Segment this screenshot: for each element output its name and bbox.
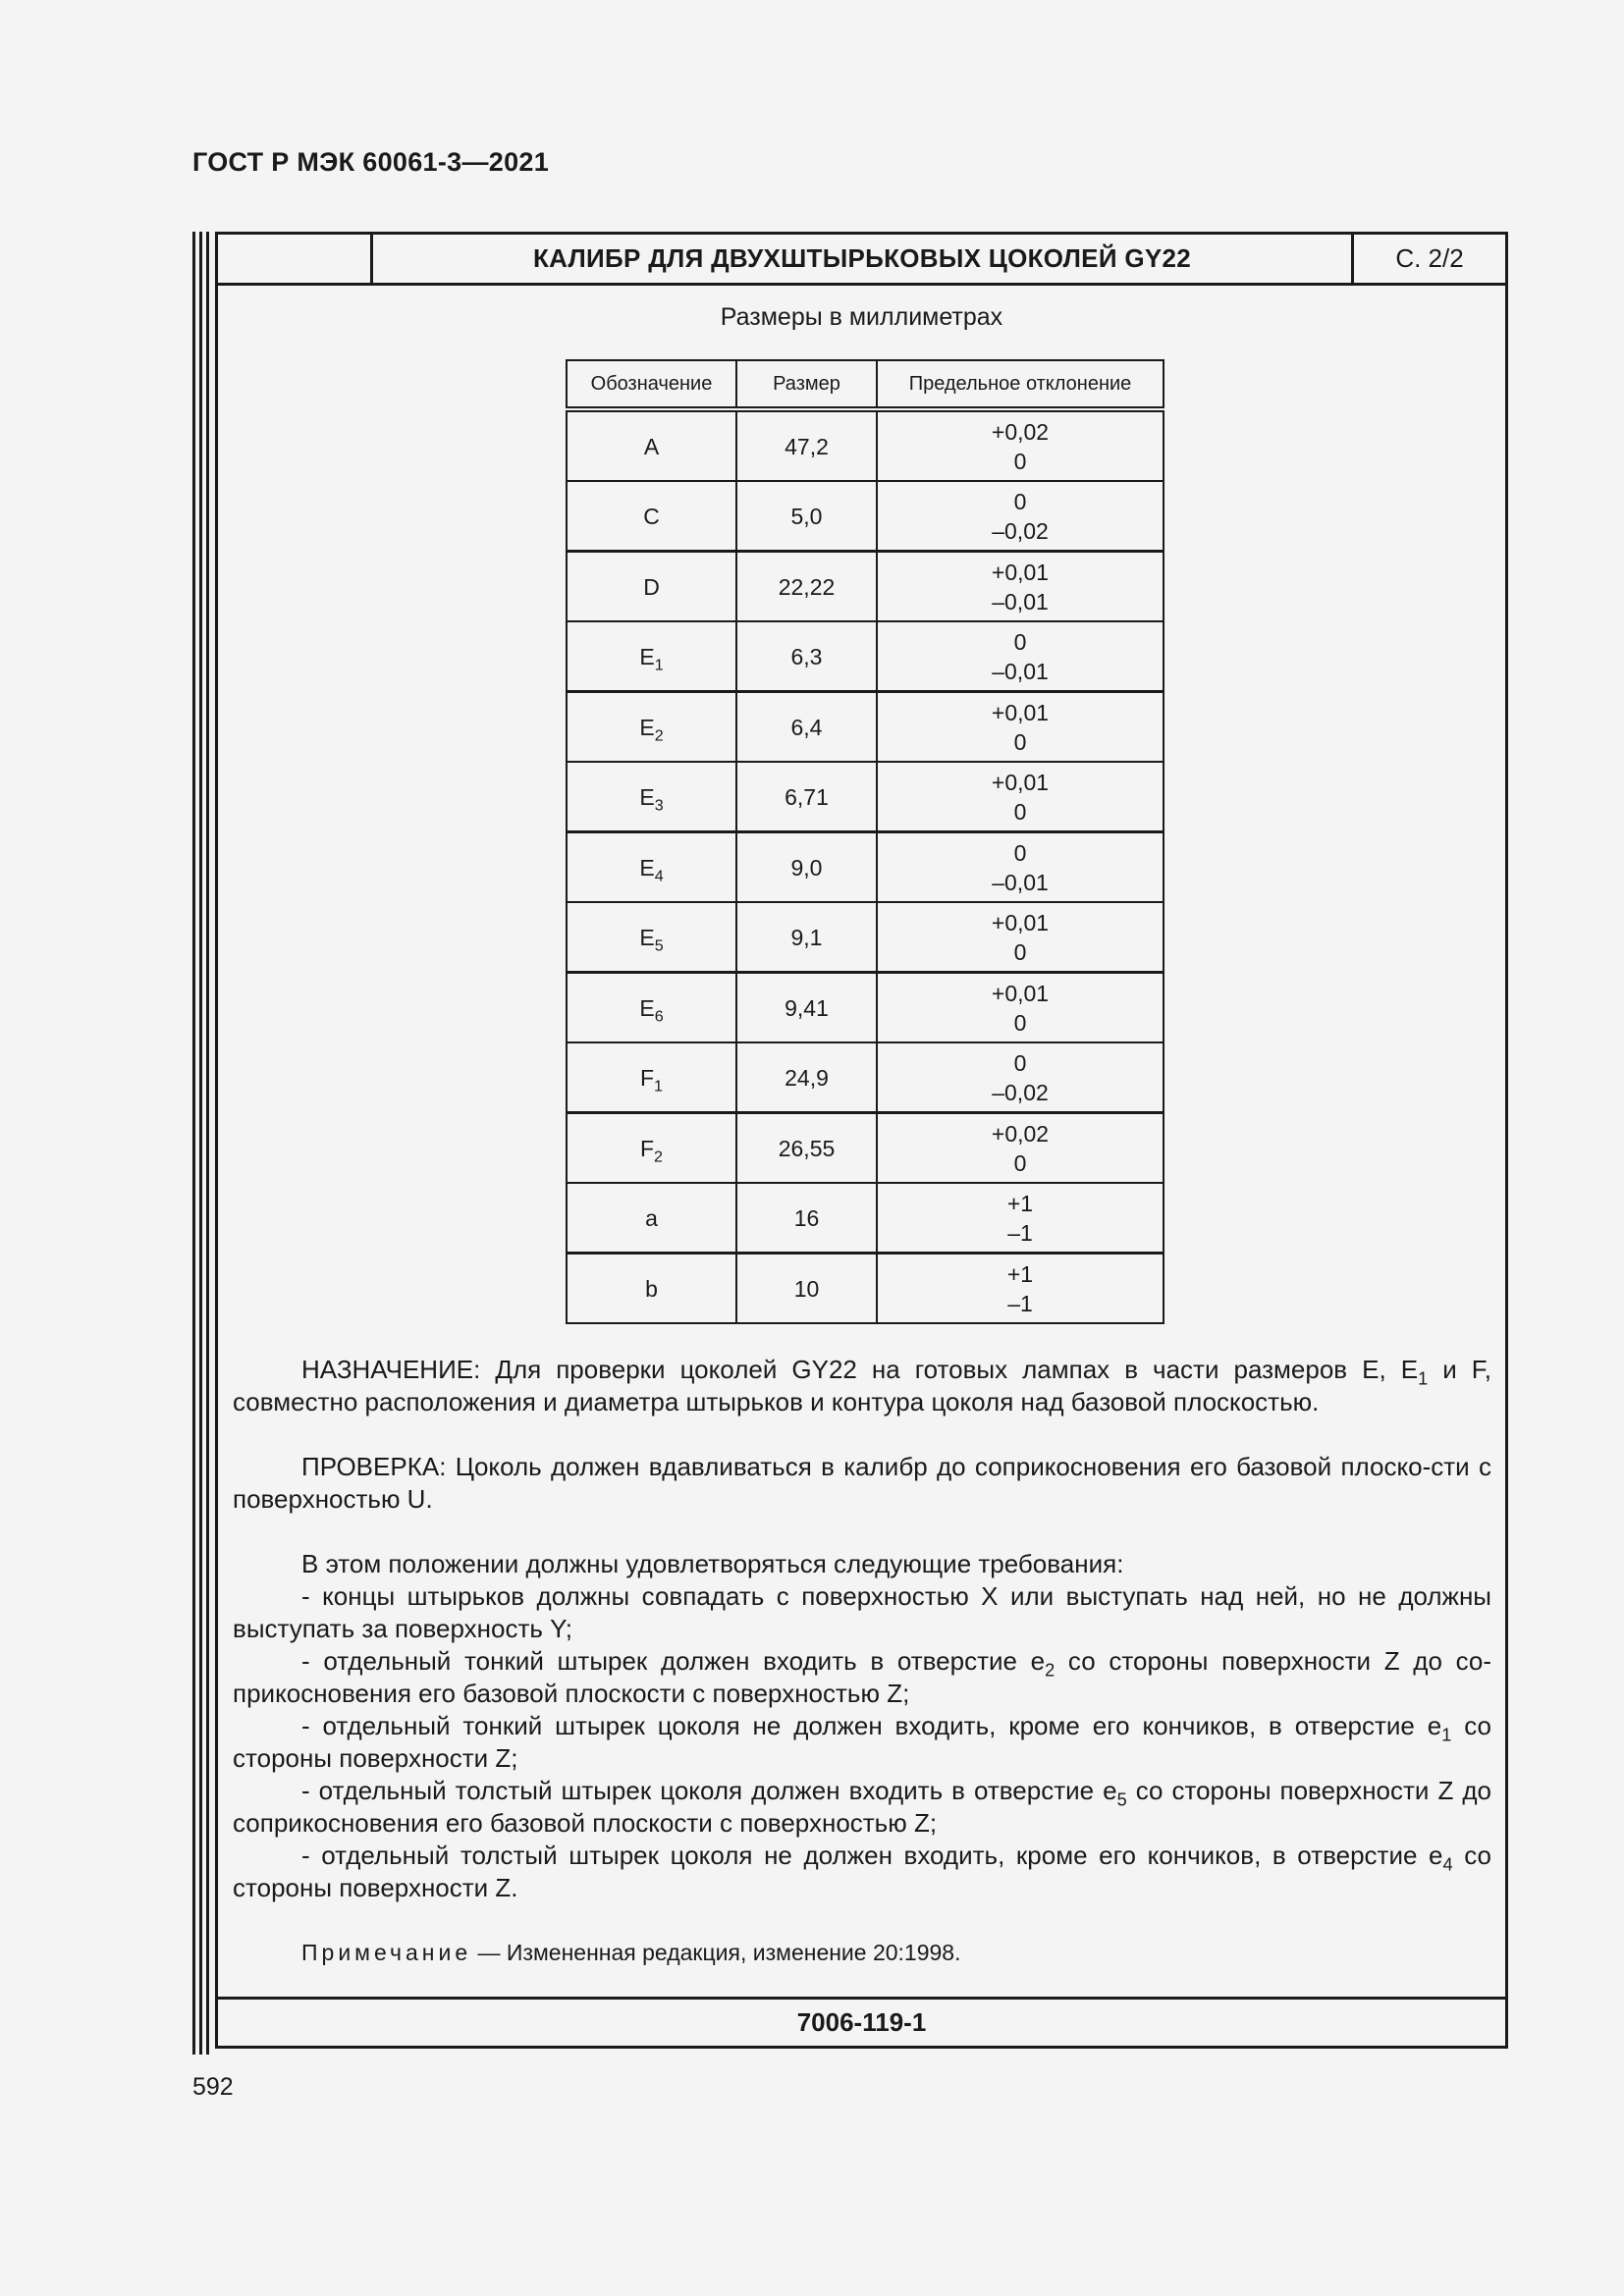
designation-cell: $E_5$	[567, 902, 736, 973]
size-cell: 6,4	[736, 692, 877, 763]
deviation-upper: +0,01	[991, 909, 1050, 935]
designation-cell: $E_4$	[567, 832, 736, 903]
dimensions-table	[566, 359, 1164, 1324]
deviation-lower: 0	[1013, 728, 1027, 755]
designation-cell: $F_2$	[567, 1113, 736, 1184]
size-cell: 9,41	[736, 973, 877, 1043]
title-row	[218, 235, 1505, 286]
note-paragraph	[233, 1937, 1491, 1969]
sheet-page-ref: С. 2/2	[1395, 243, 1464, 273]
deviation-upper: 0	[1013, 839, 1027, 866]
requirement-item: - отдельный толстый штырек цоколя не должен входить, кроме его кончиков, в отверстие $e_4$ со стороны поверхности Z.	[233, 1841, 1491, 1902]
size-cell: 10	[736, 1254, 877, 1324]
requirement-item: - отдельный толстый штырек цоколя должен входить в отверстие $e_5$ со стороны поверхности Z до соприкосновения его базовой плоскости с поверхностью Z;	[233, 1776, 1491, 1838]
table-row	[567, 1113, 1164, 1184]
margin-rule	[192, 232, 195, 2055]
requirements-intro: В этом положении должны удовлетворяться следующие требования:	[301, 1549, 1124, 1578]
designation-cell: a	[567, 1183, 736, 1254]
designation-cell: $E_1$	[567, 621, 736, 692]
table-row	[567, 1254, 1164, 1324]
designation-cell: C	[567, 481, 736, 552]
size-cell: 26,55	[736, 1113, 877, 1184]
deviation-cell	[877, 1183, 1164, 1254]
table-row	[567, 481, 1164, 552]
deviation-lower: 0	[1013, 1009, 1027, 1036]
designation-cell: b	[567, 1254, 736, 1324]
units-note: Размеры в миллиметрах	[720, 303, 1003, 331]
size-cell: 16	[736, 1183, 877, 1254]
size-cell: 6,71	[736, 762, 877, 832]
col-header-designation: Обозначение	[567, 360, 736, 409]
deviation-lower: 0	[1013, 448, 1027, 474]
deviation-cell	[877, 1113, 1164, 1184]
col-header-deviation: Предельное отклонение	[877, 360, 1164, 409]
size-cell: 22,22	[736, 552, 877, 622]
note-text: — Измененная редакция, изменение 20:1998.	[471, 1940, 961, 1965]
table-row	[567, 973, 1164, 1043]
deviation-lower: 0	[1013, 798, 1027, 825]
deviation-lower: 0	[1013, 1149, 1027, 1176]
table-row	[567, 902, 1164, 973]
designation-cell: $E_3$	[567, 762, 736, 832]
deviation-upper: +0,01	[991, 769, 1050, 795]
designation-cell: A	[567, 409, 736, 481]
table-row	[567, 832, 1164, 903]
deviation-lower: –1	[1007, 1290, 1033, 1316]
requirement-item: - отдельный тонкий штырек должен входить в отверстие $e_2$ со стороны поверхности Z до со-прикосновения его базовой плоскости с поверхностью Z;	[233, 1646, 1491, 1708]
requirement-item: - отдельный тонкий штырек цоколя не должен входить, кроме его кончиков, в отверстие $e_1$ со стороны поверхности Z;	[233, 1711, 1491, 1773]
deviation-upper: +1	[1006, 1190, 1034, 1216]
requirement-item: - концы штырьков должны совпадать с поверхностью X или выступать над ней, но не должны выступать за поверхность Y;	[233, 1581, 1491, 1643]
deviation-cell	[877, 692, 1164, 763]
body-text	[233, 1354, 1491, 1969]
deviation-lower: 0	[1013, 938, 1027, 965]
deviation-cell	[877, 1254, 1164, 1324]
margin-rule	[199, 232, 202, 2055]
table-header-row	[567, 360, 1164, 409]
deviation-cell	[877, 832, 1164, 903]
deviation-upper: 0	[1013, 488, 1027, 514]
deviation-upper: 0	[1013, 1049, 1027, 1076]
size-cell: 9,1	[736, 902, 877, 973]
size-cell: 47,2	[736, 409, 877, 481]
table-row	[567, 409, 1164, 481]
col-header-size: Размер	[736, 360, 877, 409]
document-header: ГОСТ Р МЭК 60061-3—2021	[192, 147, 550, 177]
deviation-cell	[877, 902, 1164, 973]
deviation-cell	[877, 762, 1164, 832]
deviation-upper: 0	[1013, 628, 1027, 655]
note-label: Примечание	[301, 1940, 472, 1965]
deviation-lower: –1	[1007, 1219, 1033, 1246]
deviation-upper: +0,02	[991, 418, 1050, 445]
deviation-lower: –0,02	[992, 1079, 1049, 1105]
sheet-frame	[215, 232, 1508, 2049]
deviation-cell	[877, 481, 1164, 552]
purpose-paragraph: НАЗНАЧЕНИЕ: Для проверки цоколей GY22 на готовых лампах в части размеров E, $E_1$ и F, совместно расположения и диаметра штырьков и контура цоколя над базовой плоскостью.	[233, 1355, 1491, 1416]
size-cell: 24,9	[736, 1042, 877, 1113]
deviation-upper: +0,02	[991, 1120, 1050, 1147]
check-paragraph: ПРОВЕРКА: Цоколь должен вдавливаться в калибр до соприкосновения его базовой плоско-сти с поверхностью U.	[233, 1452, 1491, 1514]
sheet-code: 7006-119-1	[218, 1997, 1505, 2046]
deviation-lower: –0,01	[992, 588, 1049, 614]
table-row	[567, 552, 1164, 622]
designation-cell: D	[567, 552, 736, 622]
table-row	[567, 762, 1164, 832]
deviation-cell	[877, 973, 1164, 1043]
deviation-lower: –0,01	[992, 658, 1049, 684]
title-blank-cell	[218, 235, 373, 283]
margin-rule	[206, 232, 209, 2055]
deviation-lower: –0,02	[992, 517, 1049, 544]
deviation-upper: +1	[1006, 1260, 1034, 1287]
size-cell: 6,3	[736, 621, 877, 692]
deviation-cell	[877, 552, 1164, 622]
size-cell: 5,0	[736, 481, 877, 552]
table-row	[567, 1183, 1164, 1254]
deviation-upper: +0,01	[991, 559, 1050, 585]
designation-cell: $E_6$	[567, 973, 736, 1043]
deviation-upper: +0,01	[991, 980, 1050, 1006]
sheet-title: КАЛИБР ДЛЯ ДВУХШТЫРЬКОВЫХ ЦОКОЛЕЙ GY22	[373, 235, 1354, 283]
deviation-cell	[877, 409, 1164, 481]
table-row	[567, 1042, 1164, 1113]
page-number: 592	[192, 2073, 234, 2101]
deviation-cell	[877, 621, 1164, 692]
size-cell: 9,0	[736, 832, 877, 903]
deviation-cell	[877, 1042, 1164, 1113]
deviation-lower: –0,01	[992, 869, 1049, 895]
designation-cell: $E_2$	[567, 692, 736, 763]
table-row	[567, 692, 1164, 763]
deviation-upper: +0,01	[991, 699, 1050, 725]
table-row	[567, 621, 1164, 692]
designation-cell: $F_1$	[567, 1042, 736, 1113]
